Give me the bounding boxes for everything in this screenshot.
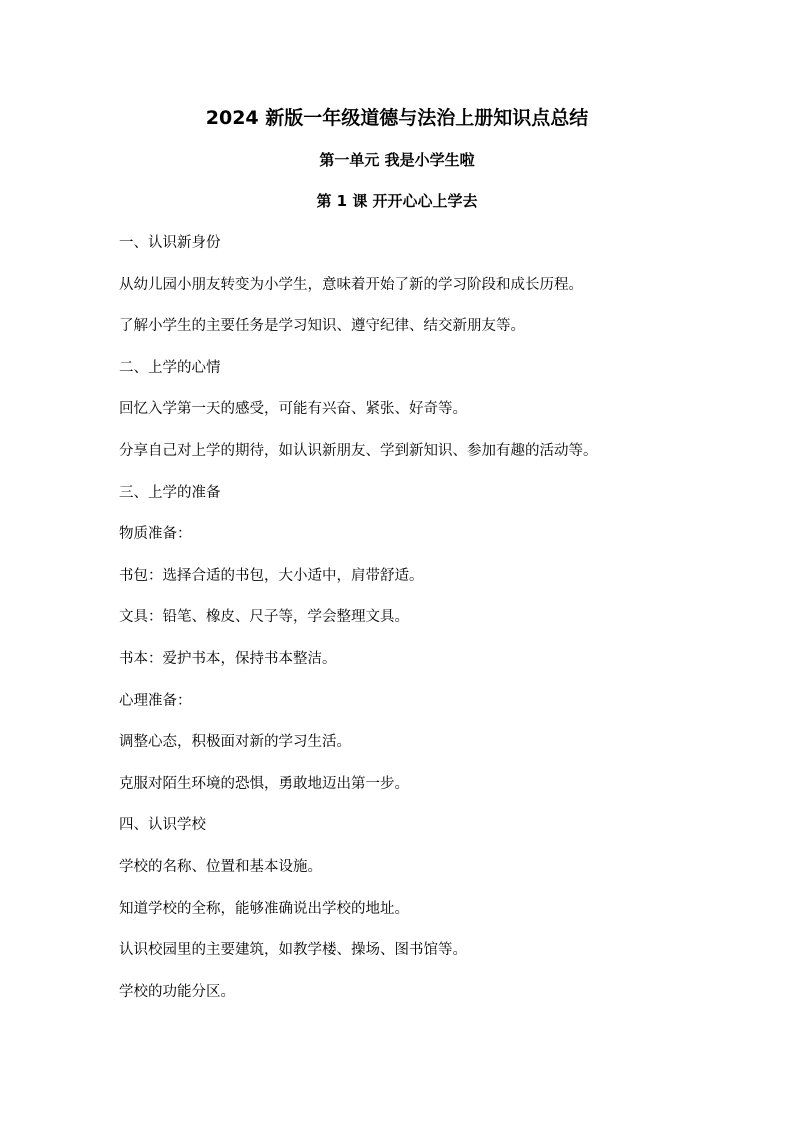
section-heading: 四、认识学校 (119, 817, 206, 834)
paragraph: 克服对陌生环境的恐惧，勇敢地迈出第一步。 (119, 775, 409, 792)
paragraph: 回忆入学第一天的感受，可能有兴奋、紧张、好奇等。 (119, 401, 467, 418)
paragraph: 分享自己对上学的期待，如认识新朋友、学到新知识、参加有趣的活动等。 (119, 442, 598, 459)
section-heading: 三、上学的准备 (119, 484, 221, 501)
sub-heading: 物质准备： (119, 526, 192, 543)
section-heading: 一、认识新身份 (119, 235, 221, 251)
unit-heading: 第一单元 我是小学生啦 (319, 151, 475, 169)
paragraph: 学校的功能分区。 (119, 983, 235, 1000)
paragraph: 认识校园里的主要建筑，如教学楼、操场、图书馆等。 (119, 942, 467, 959)
paragraph: 调整心态，积极面对新的学习生活。 (119, 734, 351, 751)
content-lines (119, 233, 759, 1023)
lesson-heading: 第 1 课 开开心心上学去 (316, 192, 478, 210)
paragraph: 了解小学生的主要任务是学习知识、遵守纪律、结交新朋友等。 (119, 318, 525, 335)
paragraph: 学校的名称、位置和基本设施。 (119, 858, 322, 875)
sub-heading: 心理准备： (119, 692, 192, 709)
document-title: 2024 新版一年级道德与法治上册知识点总结 (205, 107, 589, 129)
paragraph: 书包：选择合适的书包，大小适中，肩带舒适。 (119, 567, 424, 584)
paragraph: 从幼儿园小朋友转变为小学生，意味着开始了新的学习阶段和成长历程。 (119, 276, 583, 293)
section-heading: 二、上学的心情 (119, 359, 221, 376)
paragraph: 知道学校的全称，能够准确说出学校的地址。 (119, 900, 409, 917)
paragraph: 书本：爱护书本，保持书本整洁。 (119, 650, 337, 667)
paragraph: 文具：铅笔、橡皮、尺子等，学会整理文具。 (119, 609, 409, 626)
